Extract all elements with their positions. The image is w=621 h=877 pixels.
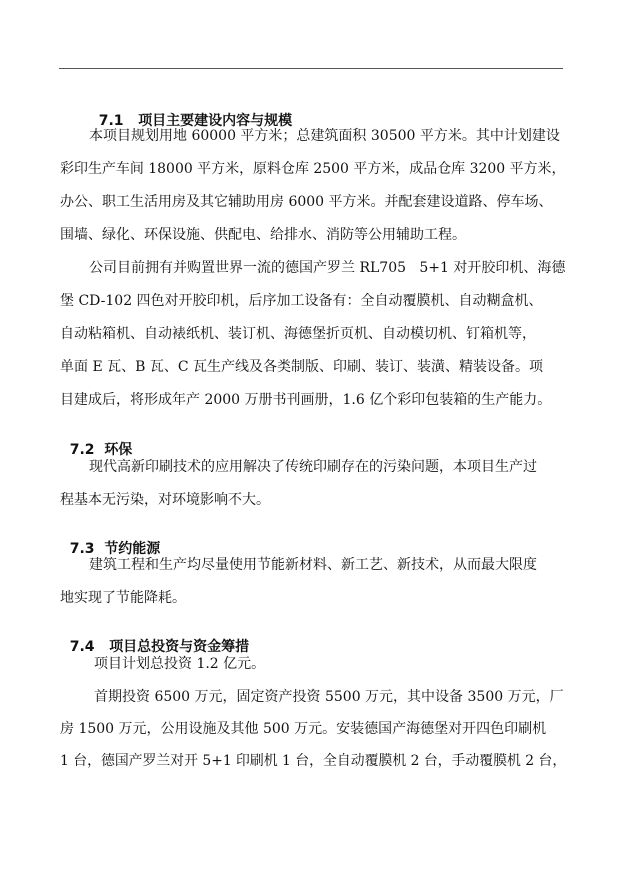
paragraph-line: 房 1500 万元，公用设施及其他 500 万元。安装德国产海德堡对开四色印刷机 bbox=[60, 721, 547, 737]
paragraph-line: 首期投资 6500 万元，固定资产投资 5500 万元，其中设备 3500 万元，厂 bbox=[94, 689, 564, 705]
paragraph-line: 办公、职工生活用房及其它辅助用房 6000 平方米。并配套建设道路、停车场、 bbox=[60, 194, 553, 210]
paragraph-line: 彩印生产车间 18000 平方米，原料仓库 2500 平方米，成品仓库 3200 平方米， bbox=[60, 161, 566, 177]
section-title: 项目主要建设内容与规模 bbox=[138, 113, 293, 129]
section-number: 7.4 bbox=[69, 639, 95, 655]
section-heading-7-1 bbox=[89, 97, 292, 129]
section-heading-7-4 bbox=[60, 623, 249, 655]
paragraph-line: 自动粘箱机、自动裱纸机、装订机、海德堡折页机、自动模切机、钉箱机等， bbox=[60, 326, 536, 342]
section-heading-7-2 bbox=[60, 426, 132, 458]
section-number: 7.3 bbox=[69, 541, 95, 557]
section-title: 节约能源 bbox=[104, 541, 161, 557]
paragraph-line: 单面 E 瓦、B 瓦、C 瓦生产线及各类制版、印刷、装订、装潢、精装设备。项 bbox=[60, 359, 544, 375]
paragraph-line: 地实现了节能降耗。 bbox=[60, 590, 186, 606]
section-number: 7.1 bbox=[98, 113, 124, 129]
paragraph-line: 围墙、绿化、环保设施、供配电、给排水、消防等公用辅助工程。 bbox=[60, 227, 466, 243]
paragraph-line: 目建成后，将形成年产 2000 万册书刊画册，1.6 亿个彩印包装箱的生产能力。 bbox=[60, 392, 552, 408]
paragraph-line: 公司目前拥有并购置世界一流的德国产罗兰 RL705 5+1 对开胶印机、海德 bbox=[89, 260, 566, 276]
paragraph-line: 建筑工程和生产均尽量使用节能新材料、新工艺、新技术，从而最大限度 bbox=[89, 557, 537, 573]
paragraph-line: 1 台，德国产罗兰对开 5+1 印刷机 1 台，全自动覆膜机 2 台，手动覆膜机 2 台， bbox=[60, 753, 567, 769]
section-heading-7-3 bbox=[60, 525, 160, 557]
section-title: 项目总投资与资金筹措 bbox=[109, 639, 250, 655]
paragraph-line: 程基本无污染，对环境影响不大。 bbox=[60, 492, 270, 508]
section-title: 环保 bbox=[104, 442, 133, 458]
paragraph-line: 堡 CD-102 四色对开胶印机，后序加工设备有：全自动覆膜机、自动糊盒机、 bbox=[60, 293, 543, 309]
header-rule bbox=[59, 68, 563, 69]
paragraph-line: 本项目规划用地 60000 平方米；总建筑面积 30500 平方米。其中计划建设 bbox=[89, 128, 560, 144]
paragraph-line: 现代高新印刷技术的应用解决了传统印刷存在的污染问题，本项目生产过 bbox=[89, 459, 537, 475]
paragraph-line: 项目计划总投资 1.2 亿元。 bbox=[94, 656, 266, 672]
section-number: 7.2 bbox=[69, 442, 95, 458]
